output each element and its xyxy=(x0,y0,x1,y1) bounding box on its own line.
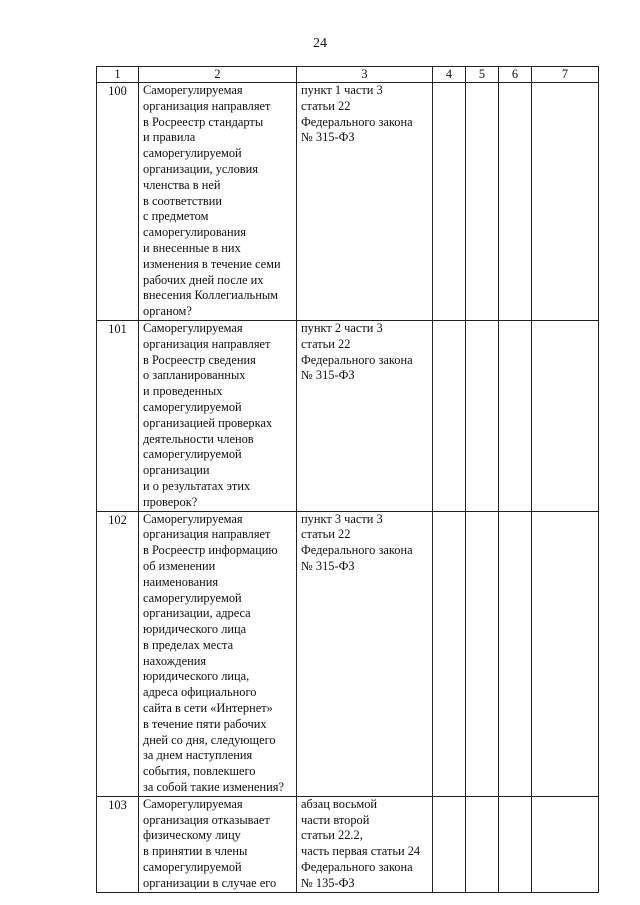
requirement-line: и проведенных xyxy=(143,384,223,399)
requirement-line: саморегулируемой xyxy=(143,590,242,605)
requirement-line: организацией проверках xyxy=(143,415,273,430)
reference-line: части второй xyxy=(301,812,370,827)
empty-cell xyxy=(532,83,599,321)
empty-cell xyxy=(499,511,532,796)
requirement-line: проверок? xyxy=(143,494,198,509)
column-header: 5 xyxy=(466,67,499,83)
legal-reference-cell xyxy=(297,511,433,796)
requirement-line: и о результатах этих xyxy=(143,478,251,493)
empty-cell xyxy=(433,83,466,321)
requirement-line: о запланированных xyxy=(143,368,246,383)
requirement-line: организации, адреса xyxy=(143,606,251,621)
requirement-line: организация направляет xyxy=(143,98,271,113)
requirement-line: организация направляет xyxy=(143,527,271,542)
empty-cell xyxy=(499,83,532,321)
table-row xyxy=(97,796,599,892)
requirement-line: в Росреестр сведения xyxy=(143,352,256,367)
requirement-line: саморегулирования xyxy=(143,225,246,240)
requirement-line: в Росреестр информацию xyxy=(143,543,278,558)
requirement-line: адреса официального xyxy=(143,685,257,700)
requirement-line: в принятии в члены xyxy=(143,844,248,859)
requirement-line: Саморегулируемая xyxy=(143,511,243,526)
reference-line: № 315-ФЗ xyxy=(301,558,355,573)
row-number: 100 xyxy=(97,83,139,321)
reference-line: Федерального закона xyxy=(301,114,413,129)
column-header: 6 xyxy=(499,67,532,83)
column-header: 2 xyxy=(139,67,297,83)
reference-line: пункт 2 части 3 xyxy=(301,320,383,335)
reference-line: Федерального закона xyxy=(301,543,413,558)
requirement-line: события, повлекшего xyxy=(143,764,256,779)
requirement-line: дней со дня, следующего xyxy=(143,732,276,747)
empty-cell xyxy=(433,320,466,511)
empty-cell xyxy=(433,796,466,892)
requirement-line: нахождения xyxy=(143,653,207,668)
requirement-line: внесения Коллегиальным xyxy=(143,288,278,303)
requirement-cell xyxy=(139,796,297,892)
requirement-line: в пределах места xyxy=(143,637,234,652)
requirement-line: членства в ней xyxy=(143,177,221,192)
reference-line: № 315-ФЗ xyxy=(301,130,355,145)
row-number: 102 xyxy=(97,511,139,796)
table-row xyxy=(97,511,599,796)
requirement-line: изменения в течение семи xyxy=(143,256,281,271)
requirement-line: юридического лица xyxy=(143,622,247,637)
reference-line: абзац восьмой xyxy=(301,796,378,811)
row-number: 103 xyxy=(97,796,139,892)
requirement-line: с предметом xyxy=(143,209,209,224)
requirement-cell xyxy=(139,511,297,796)
requirement-line: Саморегулируемая xyxy=(143,796,243,811)
requirement-line: деятельности членов xyxy=(143,431,254,446)
requirement-line: организации xyxy=(143,463,210,478)
requirements-table xyxy=(96,66,599,893)
requirement-line: Саморегулируемая xyxy=(143,320,243,335)
reference-line: Федерального закона xyxy=(301,860,413,875)
legal-reference-cell xyxy=(297,83,433,321)
reference-line: пункт 3 части 3 xyxy=(301,511,383,526)
requirement-line: саморегулируемой xyxy=(143,146,242,161)
requirement-cell xyxy=(139,83,297,321)
requirement-line: сайта в сети «Интернет» xyxy=(143,701,273,716)
reference-line: № 315-ФЗ xyxy=(301,368,355,383)
requirement-line: саморегулируемой xyxy=(143,860,242,875)
requirement-cell xyxy=(139,320,297,511)
requirement-line: саморегулируемой xyxy=(143,447,242,462)
requirement-line: в Росреестр стандарты xyxy=(143,114,264,129)
requirement-line: юридического лица, xyxy=(143,669,250,684)
row-number: 101 xyxy=(97,320,139,511)
reference-line: статьи 22 xyxy=(301,527,351,542)
requirement-line: организация направляет xyxy=(143,336,271,351)
page-number: 24 xyxy=(313,36,327,51)
column-header: 3 xyxy=(297,67,433,83)
empty-cell xyxy=(466,511,499,796)
empty-cell xyxy=(532,796,599,892)
column-header: 7 xyxy=(532,67,599,83)
empty-cell xyxy=(433,511,466,796)
reference-line: часть первая статьи 24 xyxy=(301,844,421,859)
reference-line: Федерального закона xyxy=(301,352,413,367)
column-header: 1 xyxy=(97,67,139,83)
table-row xyxy=(97,83,599,321)
requirement-line: и внесенные в них xyxy=(143,240,241,255)
header-row xyxy=(97,67,599,83)
empty-cell xyxy=(466,320,499,511)
requirement-line: организация отказывает xyxy=(143,812,270,827)
requirement-line: рабочих дней после их xyxy=(143,272,264,287)
empty-cell xyxy=(499,796,532,892)
requirement-line: организации, условия xyxy=(143,161,258,176)
legal-reference-cell xyxy=(297,796,433,892)
reference-line: статьи 22 xyxy=(301,98,351,113)
reference-line: статьи 22.2, xyxy=(301,828,363,843)
requirement-line: за днем наступления xyxy=(143,748,253,763)
requirement-line: органом? xyxy=(143,304,192,319)
requirement-line: за собой такие изменения? xyxy=(143,780,285,795)
reference-line: № 135-ФЗ xyxy=(301,875,355,890)
empty-cell xyxy=(532,320,599,511)
reference-line: статьи 22 xyxy=(301,336,351,351)
requirement-line: физическому лицу xyxy=(143,828,241,843)
requirement-line: наименования xyxy=(143,574,219,589)
requirement-line: в соответствии xyxy=(143,193,222,208)
requirement-line: организации в случае его xyxy=(143,875,277,890)
reference-line: пункт 1 части 3 xyxy=(301,83,383,97)
requirement-line: в течение пяти рабочих xyxy=(143,716,267,731)
table-row xyxy=(97,320,599,511)
legal-reference-cell xyxy=(297,320,433,511)
requirement-line: об изменении xyxy=(143,558,216,573)
empty-cell xyxy=(499,320,532,511)
requirement-line: саморегулируемой xyxy=(143,399,242,414)
requirement-line: Саморегулируемая xyxy=(143,83,243,97)
requirement-line: и правила xyxy=(143,130,196,145)
empty-cell xyxy=(466,83,499,321)
empty-cell xyxy=(466,796,499,892)
column-header: 4 xyxy=(433,67,466,83)
empty-cell xyxy=(532,511,599,796)
